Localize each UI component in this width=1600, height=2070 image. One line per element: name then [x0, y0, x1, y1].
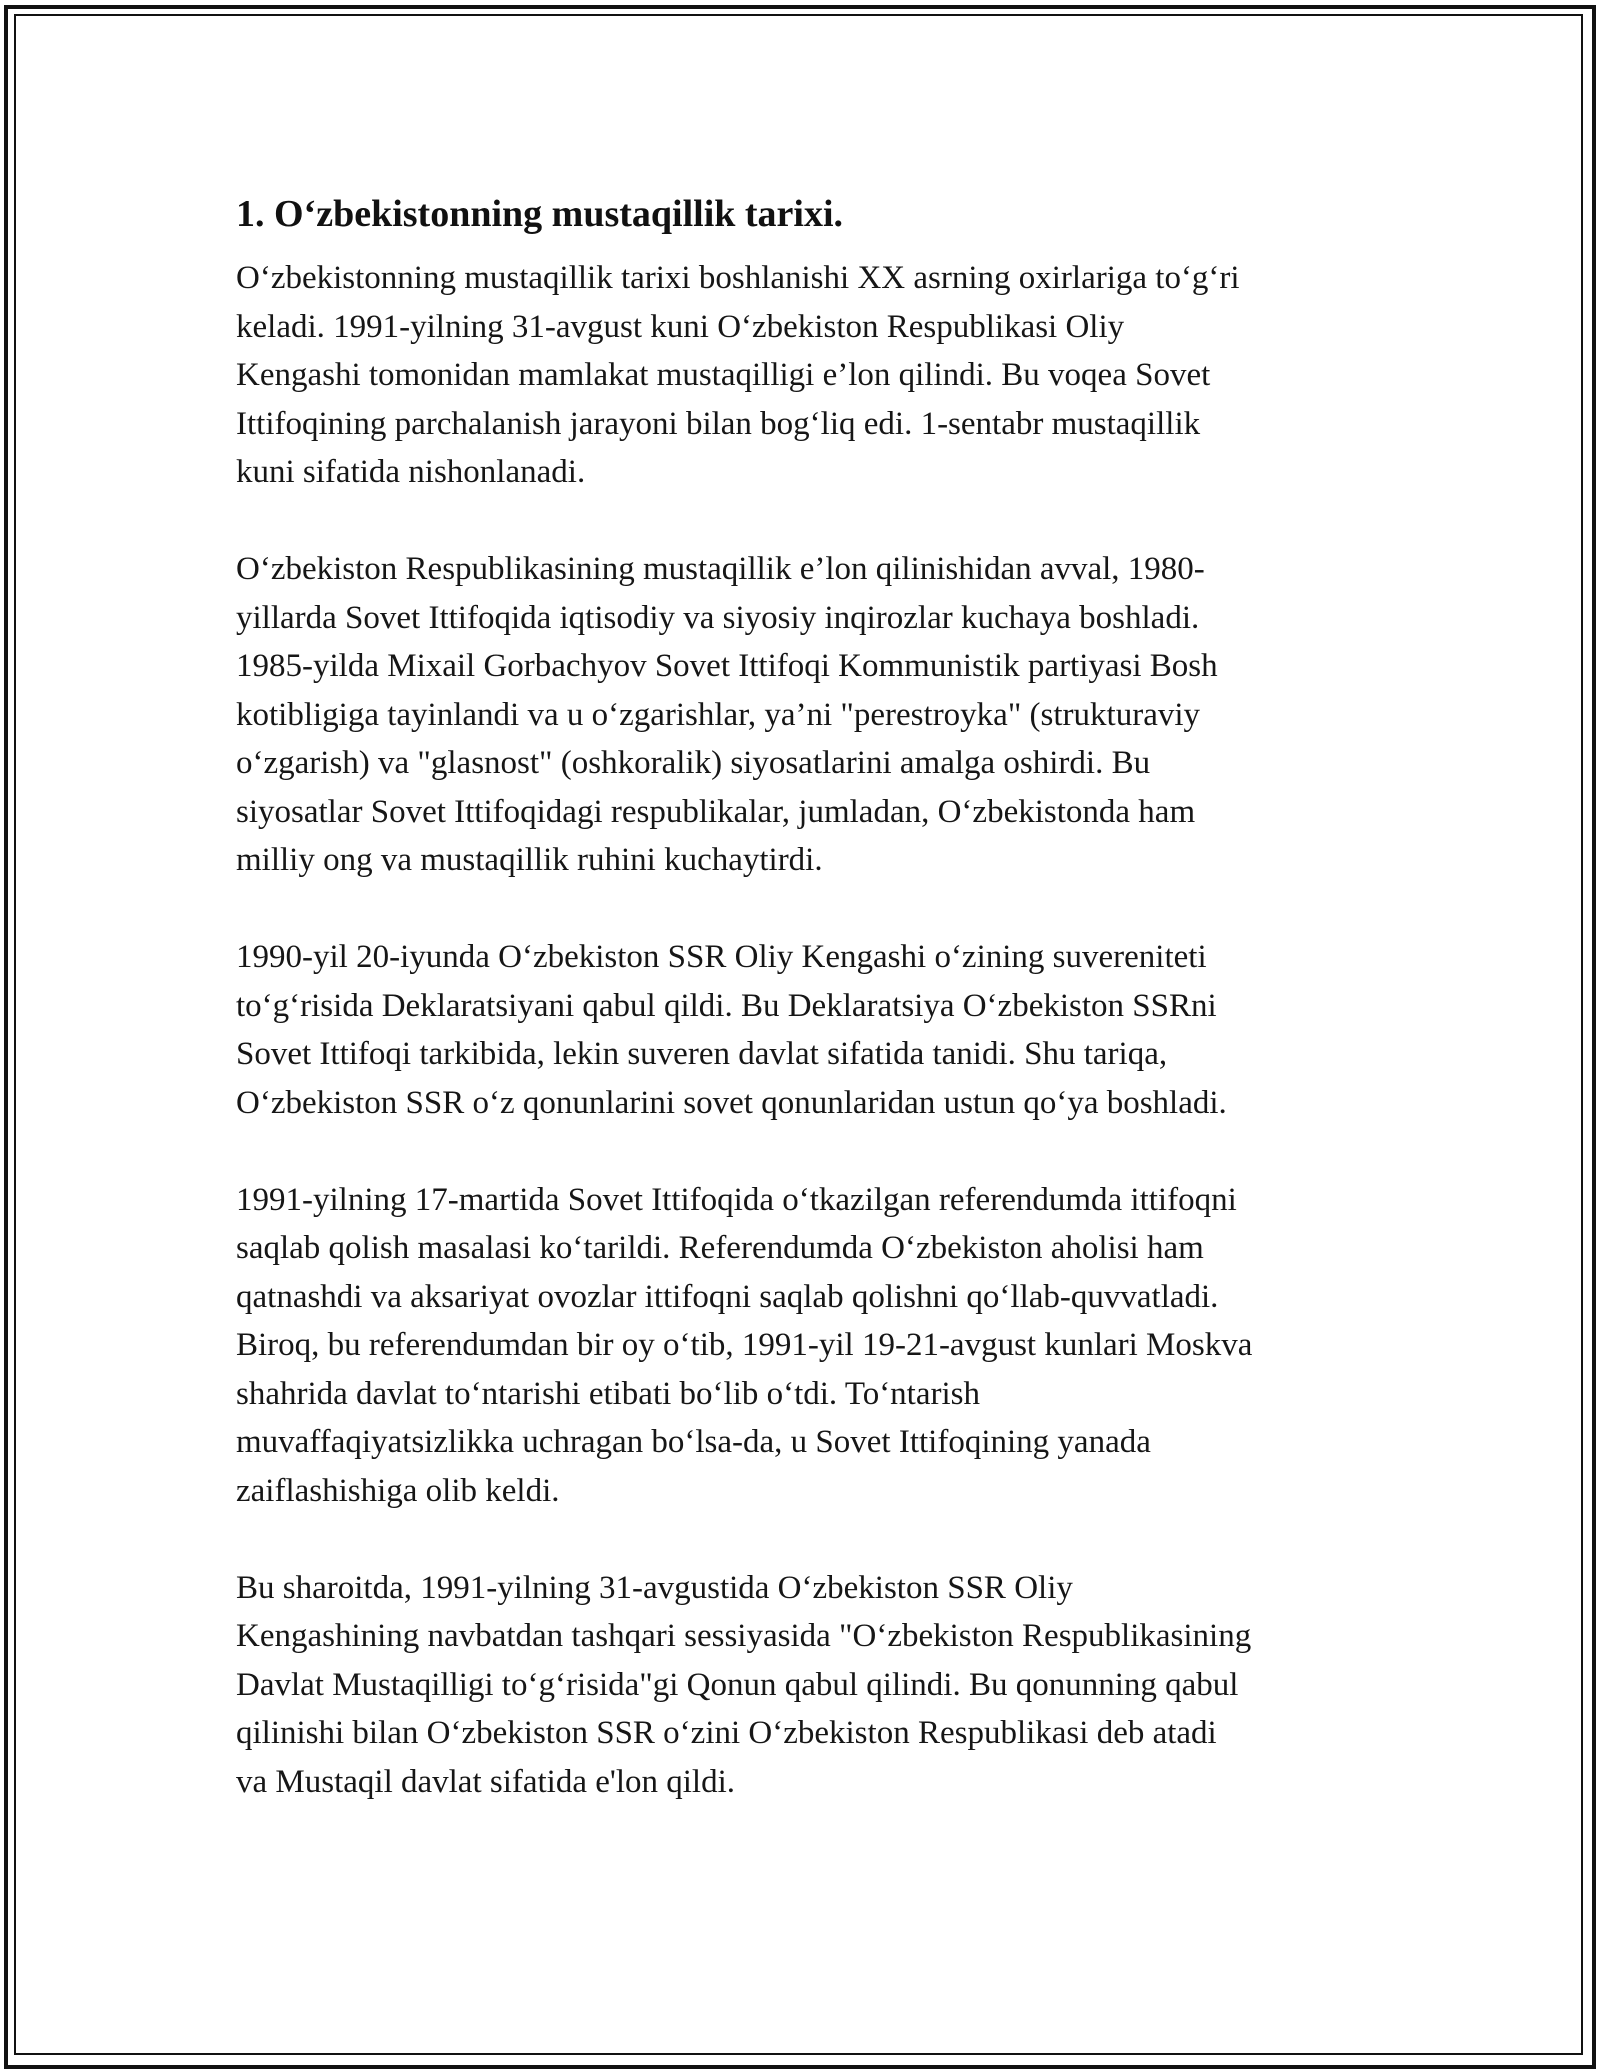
paragraph	[236, 254, 1376, 497]
paragraph	[236, 1176, 1376, 1516]
text-line: o‘zgarish) va "glasnost" (oshkoralik) siyosatlarini amalga oshirdi. Bu	[236, 745, 1151, 781]
document-body	[236, 188, 1376, 1855]
text-line: kuni sifatida nishonlanadi.	[236, 454, 586, 490]
text-line: kotibligiga tayinlandi va u o‘zgarishlar, ya’ni "perestroyka" (strukturaviy	[236, 696, 1201, 733]
text-line: milliy ong va mustaqillik ruhini kuchaytirdi.	[236, 842, 823, 878]
text-line: Biroq, bu referendumdan bir oy o‘tib, 1991-yil 19-21-avgust kunlari Moskva	[236, 1327, 1253, 1363]
text-line: muvaffaqiyatsizlikka uchragan bo‘lsa-da, u Sovet Ittifoqining yanada	[236, 1424, 1151, 1460]
text-line: qilinishi bilan O‘zbekiston SSR o‘zini O‘zbekiston Respublikasi deb atadi	[236, 1715, 1217, 1751]
text-line: keladi. 1991-yilning 31-avgust kuni O‘zbekiston Respublikasi Oliy	[236, 308, 1125, 345]
text-line: qatnashdi va aksariyat ovozlar ittifoqni saqlab qolishni qo‘llab-quvvatladi.	[236, 1278, 1219, 1315]
text-line: siyosatlar Sovet Ittifoqidagi respublikalar, jumladan, O‘zbekistonda ham	[236, 793, 1196, 830]
paragraph	[236, 1564, 1376, 1807]
text-line: O‘zbekistonning mustaqillik tarixi boshlanishi XX asrning oxirlariga to‘g‘ri	[236, 260, 1240, 296]
text-line: 1990-yil 20-iyunda O‘zbekiston SSR Oliy Kengashi o‘zining suvereniteti	[236, 939, 1207, 975]
text-line: 1985-yilda Mixail Gorbachyov Sovet Ittifoqi Kommunistik partiyasi Bosh	[236, 648, 1218, 684]
page-title: 1. O‘zbekistonning mustaqillik tarixi.	[236, 193, 844, 235]
text-line: Ittifoqining parchalanish jarayoni bilan bog‘liq edi. 1-sentabr mustaqillik	[236, 405, 1201, 442]
text-line: Bu sharoitda, 1991-yilning 31-avgustida O‘zbekiston SSR Oliy	[236, 1569, 1073, 1606]
text-line: Kengashi tomonidan mamlakat mustaqilligi e’lon qilindi. Bu voqea Sovet	[236, 357, 1211, 393]
text-line: Sovet Ittifoqi tarkibida, lekin suveren davlat sifatida tanidi. Shu tariqa,	[236, 1036, 1168, 1072]
text-line: Davlat Mustaqilligi to‘g‘risida"gi Qonun qabul qilindi. Bu qonunning qabul	[236, 1666, 1239, 1703]
text-line: yillarda Sovet Ittifoqida iqtisodiy va siyosiy inqirozlar kuchaya boshladi.	[236, 599, 1200, 636]
paragraph	[236, 545, 1376, 885]
text-line: saqlab qolish masalasi ko‘tarildi. Referendumda O‘zbekiston aholisi ham	[236, 1230, 1204, 1266]
text-line: va Mustaqil davlat sifatida e'lon qildi.	[236, 1763, 736, 1800]
text-line: Kengashining navbatdan tashqari sessiyasida "O‘zbekiston Respublikasining	[236, 1618, 1252, 1654]
text-line: zaiflashishiga olib keldi.	[236, 1472, 560, 1509]
text-line: shahrida davlat to‘ntarishi etibati bo‘lib o‘tdi. To‘ntarish	[236, 1375, 980, 1412]
text-line: O‘zbekiston Respublikasining mustaqillik e’lon qilinishidan avval, 1980-	[236, 551, 1205, 587]
paragraph	[236, 933, 1376, 1127]
text-line: to‘g‘risida Deklaratsiyani qabul qildi. Bu Deklaratsiya O‘zbekiston SSRni	[236, 987, 1217, 1024]
text-line: 1991-yilning 17-martida Sovet Ittifoqida o‘tkazilgan referendumda ittifoqni	[236, 1181, 1237, 1218]
text-line: O‘zbekiston SSR o‘z qonunlarini sovet qonunlaridan ustun qo‘ya boshladi.	[236, 1084, 1227, 1121]
